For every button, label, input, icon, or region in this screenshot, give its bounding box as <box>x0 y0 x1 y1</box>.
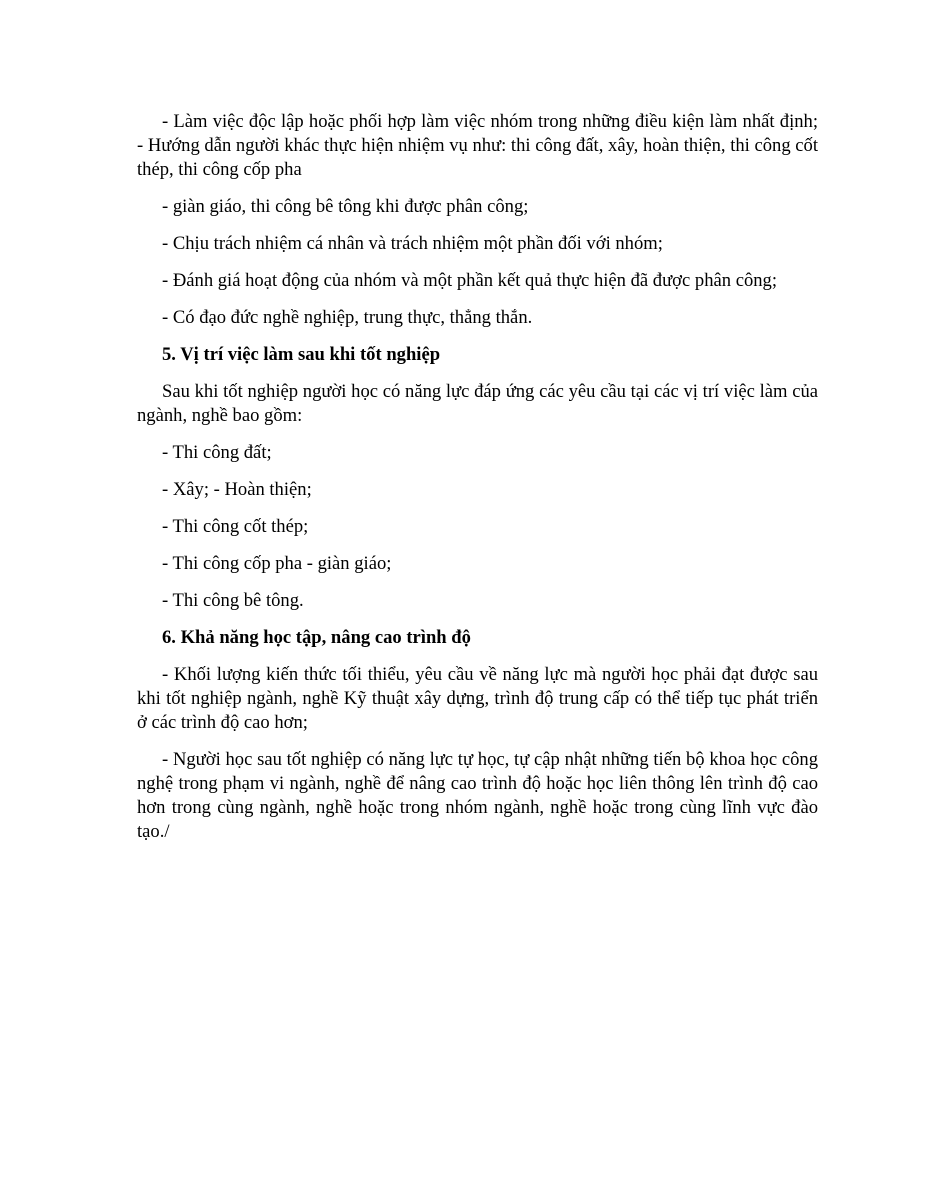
paragraph-teamwork: - Làm việc độc lập hoặc phối hợp làm việc nhóm trong những điều kiện làm nhất định; - Hướng dẫn người khác thực hiện nhiệm vụ như: thi công đất, xây, hoàn thiện, thi công cốt thép, thi công cốp pha <box>137 111 819 180</box>
section-5-intro: Sau khi tốt nghiệp người học có năng lực đáp ứng các yêu cầu tại các vị trí việc làm của ngành, nghề bao gồm: <box>137 381 818 426</box>
job-position-item: - Thi công đất; <box>162 442 272 463</box>
job-position-item: - Thi công cốp pha - giàn giáo; <box>162 553 392 574</box>
section-6-heading: 6. Khả năng học tập, nâng cao trình độ <box>162 627 471 648</box>
job-position-item: - Thi công cốt thép; <box>162 516 309 537</box>
paragraph-scaffolding: - giàn giáo, thi công bê tông khi được phân công; <box>162 196 529 217</box>
section-6-paragraph: - Người học sau tốt nghiệp có năng lực tự học, tự cập nhật những tiến bộ khoa học công nghệ trong phạm vi ngành, nghề để nâng cao trình độ hoặc học liên thông lên trình độ cao hơn trong cùng ngành, nghề hoặc trong nhóm ngành, nghề hoặc trong cùng lĩnh vực đào tạo./ <box>137 749 818 842</box>
paragraph-ethics: - Có đạo đức nghề nghiệp, trung thực, thẳng thắn. <box>162 307 533 328</box>
job-position-item: - Xây; - Hoàn thiện; <box>162 479 312 500</box>
section-5-heading: 5. Vị trí việc làm sau khi tốt nghiệp <box>162 344 441 365</box>
section-6-paragraph: - Khối lượng kiến thức tối thiểu, yêu cầu về năng lực mà người học phải đạt được sau khi tốt nghiệp ngành, nghề Kỹ thuật xây dựng, trình độ trung cấp có thể tiếp tục phát triển ở các trình độ cao hơn; <box>137 664 818 733</box>
job-position-item: - Thi công bê tông. <box>162 590 304 611</box>
paragraph-evaluation: - Đánh giá hoạt động của nhóm và một phần kết quả thực hiện đã được phân công; <box>162 270 778 291</box>
paragraph-responsibility: - Chịu trách nhiệm cá nhân và trách nhiệm một phần đối với nhóm; <box>162 233 663 254</box>
document-body <box>137 110 818 857</box>
